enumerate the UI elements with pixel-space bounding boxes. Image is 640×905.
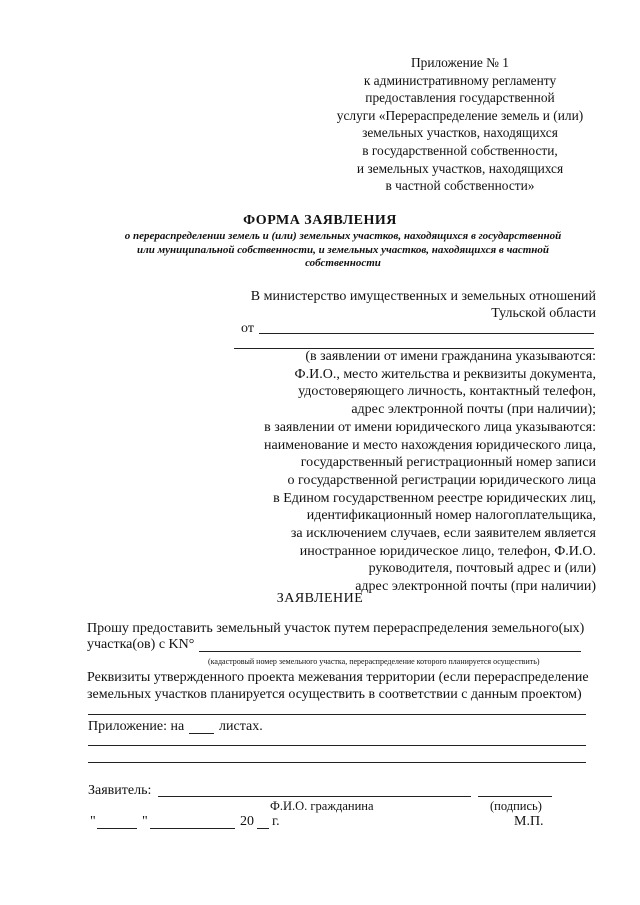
instruction-line: государственный регистрационный номер записи [300,455,596,471]
instruction-line: за исключением случаев, если заявителем является [290,526,596,542]
date-month-field[interactable] [150,828,235,829]
appendix-header [300,54,620,195]
form-subtitle-line: о перераспределении земель и (или) земельных участков, находящихся в государственной [124,230,562,242]
date-year-prefix: 20 [240,814,254,829]
date-open-quote: " [90,814,96,829]
request-line-2: участка(ов) с KN° [87,637,195,652]
appendix-line: в государственной собственности, [362,142,558,158]
appendix-line: к административному регламенту [363,72,557,88]
signature-hint: (подпись) [490,799,542,813]
request-line-1: Прошу предоставить земельный участок путем перераспределения земельного(ых) [87,621,585,636]
date-year-field[interactable] [257,828,269,829]
project-line-1: Реквизиты утвержденного проекта межевания территории (если перераспределение [87,670,589,685]
attachment-line-1[interactable] [88,745,586,746]
stamp-placeholder: М.П. [514,814,544,829]
attachment-line-2[interactable] [88,762,586,763]
statement-heading: ЗАЯВЛЕНИЕ [276,591,364,606]
instruction-line: Ф.И.О., место жительства и реквизиты документа, [294,366,596,382]
date-year-suffix: г. [272,814,280,829]
instruction-line: наименование и место нахождения юридического лица, [264,437,596,453]
instruction-line: о государственной регистрации юридического лица [287,472,596,488]
cadastral-number-line[interactable] [199,651,581,652]
appendix-line: Приложение № 1 [410,55,510,70]
appendix-line: в частной собственности» [385,178,535,194]
recipient-block [251,288,596,322]
recipient-region: Тульской области [491,306,596,321]
attachment-prefix: Приложение: на [88,719,185,734]
instruction-line: руководителя, почтовый адрес и (или) [368,561,596,577]
form-subtitle-line: собственности [305,257,381,269]
recipient-ministry: В министерство имущественных и земельных отношений [250,289,596,304]
attachment-suffix: листах. [219,719,263,734]
instruction-line: в заявлении от имени юридического лица указываются: [264,419,596,435]
form-title: ФОРМА ЗАЯВЛЕНИЯ [243,213,397,228]
instruction-line: в Едином государственном реестре юридических лиц, [273,490,596,506]
attachment-pages-field[interactable] [189,733,214,734]
from-field-line[interactable] [259,333,594,334]
applicant-name-line[interactable] [158,796,471,797]
instruction-line: адрес электронной почты (при наличии); [351,402,596,418]
instruction-line: удостоверяющего личность, контактный телефон, [298,384,596,400]
applicant-signature-line[interactable] [478,796,552,797]
instruction-line: адрес электронной почты (при наличии) [355,579,596,595]
instruction-line: иностранное юридическое лицо, телефон, Ф.И.О. [299,543,596,559]
applicant-label: Заявитель: [88,783,152,798]
name-hint: Ф.И.О. гражданина [270,799,374,813]
date-close-quote: " [142,814,148,829]
appendix-line: земельных участков, находящихся [362,125,558,141]
form-subtitle-line: или муниципальной собственности, и земельных участков, находящихся в частной [136,243,550,256]
appendix-line: и земельных участков, находящихся [356,160,564,176]
instruction-line: идентификационный номер налогоплательщика, [306,508,596,524]
cadastral-hint: (кадастровый номер земельного участка, перераспределение которого планируется осуществить) [208,657,540,666]
project-details-line[interactable] [88,714,586,715]
from-label: от [241,321,254,336]
applicant-instructions [264,348,596,596]
appendix-line: услуги «Перераспределение земель и (или) [336,107,584,123]
form-subtitle [84,230,602,271]
date-day-field[interactable] [97,828,137,829]
instruction-line: (в заявлении от имени гражданина указываются: [305,349,596,364]
appendix-line: предоставления государственной [365,90,555,106]
project-line-2: земельных участков планируется осуществить в соответствии с данным проектом) [87,687,582,702]
